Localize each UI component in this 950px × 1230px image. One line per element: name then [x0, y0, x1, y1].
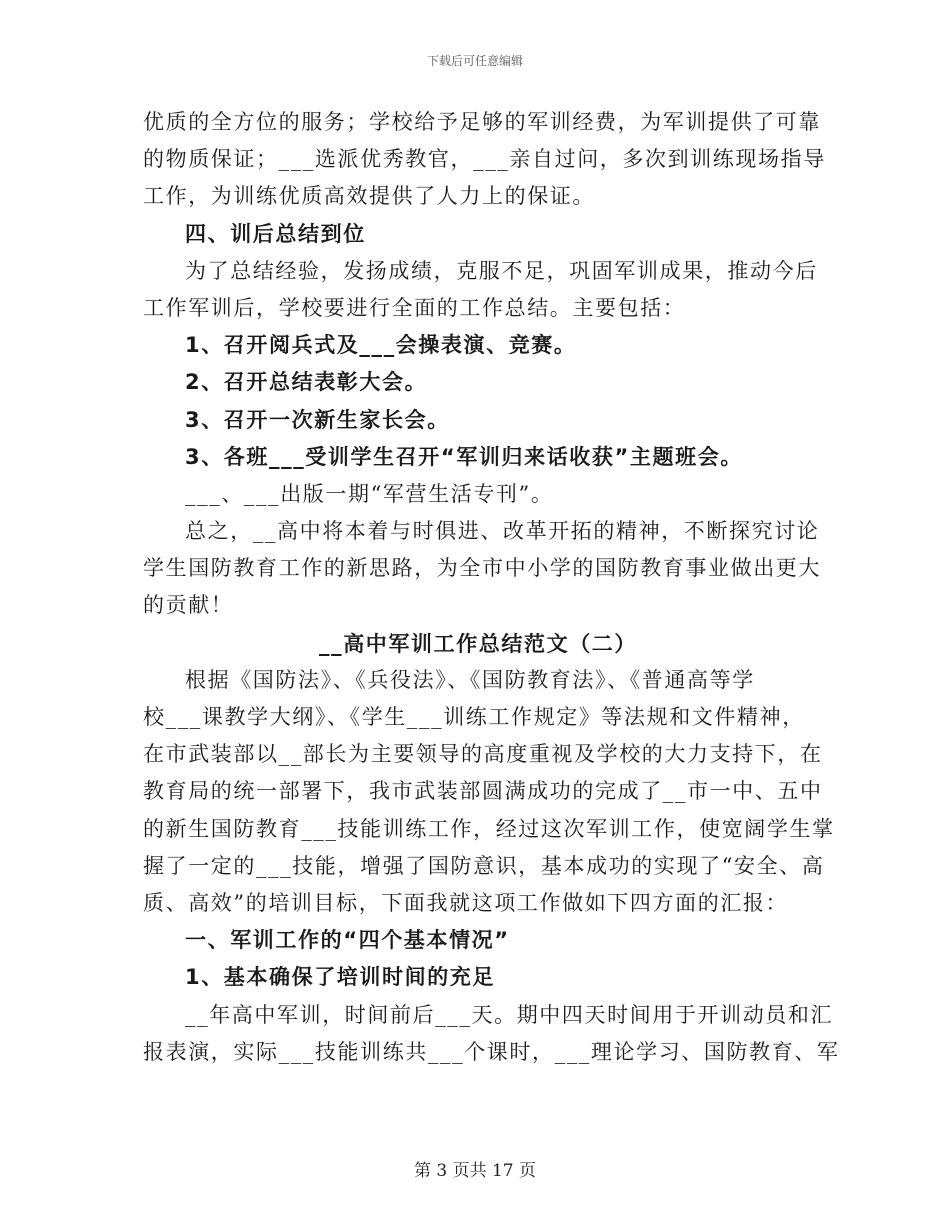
- text-line: 教育局的统一部署下，我市武装部圆满成功的完成了__市一中、五中: [143, 779, 823, 804]
- heading-line: 1、基本确保了培训时间的充足: [185, 965, 496, 990]
- text-line: __年高中军训，时间前后___天。期中四天时间用于开训动员和汇: [185, 1002, 834, 1027]
- text-line: 优质的全方位的服务；学校给予足够的军训经费，为军训提供了可靠: [143, 110, 821, 134]
- text-line: 在市武装部以__部长为主要领导的高度重视及学校的大力支持下，在: [143, 742, 823, 767]
- text-line: 校___课教学大纲》、《学生___训练工作规定》等法规和文件精神，: [143, 705, 805, 729]
- heading-line: 一、军训工作的“四个基本情况”: [185, 928, 510, 953]
- text-line: 总之，__高中将本着与时俱进、改革开拓的精神，不断探究讨论: [185, 519, 820, 544]
- text-line: 的新生国防教育___技能训练工作，经过这次军训工作，使宽阔学生掌: [143, 816, 835, 841]
- text-line: ___、___出版一期“军营生活专刊”。: [185, 481, 554, 506]
- heading-line: 3、召开一次新生家长会。: [185, 407, 450, 432]
- heading-line: 四、训后总结到位: [185, 221, 366, 246]
- text-line: 工作，为训练优质高效提供了人力上的保证。: [143, 184, 595, 209]
- heading-line: 1、召开阅兵式及___会操表演、竞赛。: [185, 333, 577, 358]
- text-line: 报表演，实际___技能训练共___个课时，___理论学习、国防教育、军: [143, 1039, 840, 1064]
- page-footer: 第 3 页共 17 页: [413, 1161, 537, 1181]
- text-line: 为了总结经验，发扬成绩，克服不足，巩固军训成果，推动今后: [185, 258, 818, 283]
- section-title: __高中军训工作总结范文（二）: [319, 630, 637, 656]
- heading-line: 2、召开总结表彰大会。: [185, 370, 428, 395]
- text-line: 握了一定的___技能，增强了国防意识，基本成功的实现了“安全、高: [143, 853, 825, 878]
- text-line: 学生国防教育工作的新思路，为全市中小学的国防教育事业做出更大: [143, 556, 821, 581]
- text-line: 根据《国防法》、《兵役法》、《国防教育法》、《普通高等学: [185, 667, 755, 692]
- heading-line: 3、各班___受训学生召开“军训归来话收获”主题班会。: [185, 444, 743, 469]
- text-line: 的物质保证；___选派优秀教官，___亲自过问，多次到训练现场指导: [143, 147, 826, 172]
- document-body: [143, 104, 840, 1071]
- text-line: 工作军训后，学校要进行全面的工作总结。主要包括：: [143, 295, 686, 320]
- text-line: 的贡献！: [143, 593, 234, 618]
- text-line: 质、高效”的培训目标，下面我就这项工作做如下四方面的汇报：: [143, 890, 789, 915]
- page-header-note: 下载后可任意编辑: [426, 54, 523, 68]
